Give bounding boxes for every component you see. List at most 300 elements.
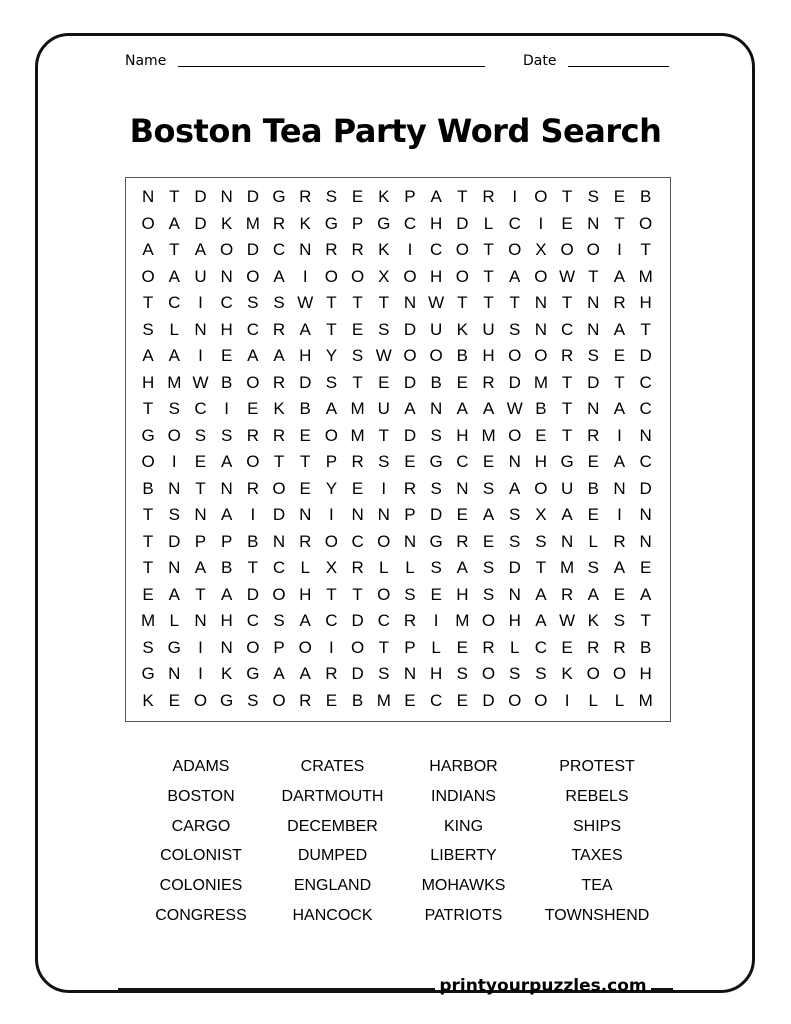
grid-cell[interactable]: S <box>378 319 390 339</box>
grid-cell[interactable]: E <box>168 690 180 710</box>
grid-cell[interactable]: D <box>639 478 652 498</box>
grid-cell[interactable]: M <box>245 213 260 233</box>
grid-cell[interactable]: E <box>404 452 416 471</box>
grid-cell[interactable]: I <box>538 213 544 233</box>
grid-cell[interactable]: A <box>194 240 207 259</box>
grid-cell[interactable]: O <box>324 266 339 286</box>
grid-cell[interactable]: C <box>403 213 417 233</box>
grid-cell[interactable]: R <box>351 452 364 471</box>
grid-cell[interactable]: T <box>483 293 494 312</box>
grid-cell[interactable]: E <box>561 637 573 657</box>
grid-cell[interactable]: A <box>482 505 495 524</box>
grid-cell[interactable]: R <box>246 478 259 498</box>
grid-cell[interactable]: O <box>220 240 234 259</box>
grid-cell[interactable]: E <box>220 346 233 365</box>
grid-cell[interactable]: C <box>456 452 469 471</box>
grid-cell[interactable]: R <box>272 319 286 339</box>
grid-cell[interactable]: E <box>351 319 364 339</box>
grid-cell[interactable]: O <box>508 690 522 710</box>
grid-cell[interactable]: I <box>512 187 518 206</box>
grid-cell[interactable]: O <box>508 425 522 445</box>
grid-cell[interactable]: T <box>273 452 285 471</box>
grid-cell[interactable]: O <box>350 266 365 286</box>
grid-cell[interactable]: N <box>456 478 469 498</box>
grid-cell[interactable]: I <box>381 478 387 498</box>
grid-cell[interactable]: E <box>535 425 547 445</box>
grid-cell[interactable]: T <box>457 187 468 206</box>
grid-cell[interactable]: H <box>299 584 312 604</box>
grid-cell[interactable]: R <box>482 372 495 392</box>
grid-cell[interactable]: O <box>403 266 417 286</box>
grid-cell[interactable]: O <box>167 425 181 445</box>
grid-cell[interactable]: O <box>586 664 600 683</box>
grid-cell[interactable]: T <box>247 558 259 577</box>
grid-cell[interactable]: S <box>430 558 442 577</box>
grid-cell[interactable]: S <box>535 664 547 683</box>
grid-cell[interactable]: A <box>168 584 180 604</box>
grid-cell[interactable]: R <box>351 558 364 577</box>
grid-cell[interactable]: K <box>220 664 233 683</box>
grid-cell[interactable]: R <box>351 240 364 259</box>
grid-cell[interactable]: E <box>456 637 469 657</box>
grid-cell[interactable]: E <box>378 372 390 392</box>
grid-cell[interactable]: O <box>481 664 496 683</box>
grid-cell[interactable]: C <box>534 637 548 657</box>
grid-cell[interactable]: N <box>613 478 626 498</box>
grid-cell[interactable]: S <box>142 319 154 339</box>
grid-cell[interactable]: U <box>430 319 443 339</box>
grid-cell[interactable]: C <box>560 319 574 339</box>
grid-cell[interactable]: O <box>298 637 312 657</box>
grid-cell[interactable]: O <box>272 478 286 498</box>
grid-cell[interactable]: L <box>379 558 389 577</box>
grid-cell[interactable]: E <box>456 505 469 524</box>
grid-cell[interactable]: H <box>430 213 443 233</box>
grid-cell[interactable]: N <box>168 478 181 498</box>
grid-cell[interactable]: H <box>456 584 469 604</box>
grid-cell[interactable]: X <box>325 558 338 577</box>
grid-cell[interactable]: M <box>455 611 470 630</box>
grid-cell[interactable]: D <box>299 372 312 392</box>
grid-cell[interactable]: O <box>508 240 522 259</box>
grid-cell[interactable]: N <box>220 266 233 286</box>
grid-cell[interactable]: B <box>299 399 311 418</box>
grid-cell[interactable]: T <box>142 531 154 551</box>
grid-cell[interactable]: W <box>428 293 445 312</box>
grid-cell[interactable]: O <box>246 452 260 471</box>
grid-cell[interactable]: G <box>141 425 155 445</box>
grid-cell[interactable]: E <box>613 187 626 206</box>
grid-cell[interactable]: S <box>482 584 495 604</box>
grid-cell[interactable]: H <box>430 266 443 286</box>
grid-cell[interactable]: B <box>456 346 469 365</box>
grid-cell[interactable]: D <box>403 372 417 392</box>
grid-cell[interactable]: S <box>509 531 521 551</box>
grid-cell[interactable]: O <box>534 187 548 206</box>
grid-cell[interactable]: I <box>433 611 439 630</box>
grid-cell[interactable]: E <box>404 690 416 710</box>
grid-cell[interactable]: S <box>378 452 390 471</box>
grid-cell[interactable]: O <box>612 664 627 683</box>
grid-cell[interactable]: B <box>639 637 652 657</box>
grid-cell[interactable]: H <box>220 319 233 339</box>
grid-cell[interactable]: S <box>194 425 207 445</box>
grid-cell[interactable]: A <box>509 478 521 498</box>
grid-cell[interactable]: N <box>351 505 364 524</box>
grid-cell[interactable]: W <box>297 293 314 312</box>
grid-cell[interactable]: B <box>142 478 154 498</box>
grid-cell[interactable]: G <box>429 531 443 551</box>
grid-cell[interactable]: M <box>141 611 156 630</box>
grid-cell[interactable]: L <box>588 690 599 710</box>
grid-cell[interactable]: N <box>639 425 652 445</box>
grid-cell[interactable]: D <box>168 531 181 551</box>
grid-cell[interactable]: B <box>247 531 259 551</box>
grid-cell[interactable]: S <box>482 558 495 577</box>
grid-cell[interactable]: T <box>142 399 154 418</box>
grid-cell[interactable]: S <box>456 664 469 683</box>
grid-cell[interactable]: H <box>639 293 652 312</box>
grid-cell[interactable]: R <box>403 611 417 630</box>
grid-cell[interactable]: M <box>350 399 365 418</box>
grid-cell[interactable]: K <box>378 240 390 259</box>
grid-cell[interactable]: R <box>587 637 600 657</box>
grid-cell[interactable]: I <box>198 346 203 365</box>
grid-cell[interactable]: O <box>324 425 339 445</box>
grid-cell[interactable]: L <box>483 213 494 233</box>
grid-cell[interactable]: A <box>430 187 442 206</box>
grid-cell[interactable]: O <box>560 240 574 259</box>
grid-cell[interactable]: T <box>326 293 337 312</box>
grid-cell[interactable]: O <box>481 611 496 630</box>
grid-cell[interactable]: C <box>639 399 652 418</box>
grid-cell[interactable]: G <box>272 187 286 206</box>
grid-cell[interactable]: N <box>272 531 286 551</box>
grid-cell[interactable]: U <box>194 266 207 286</box>
grid-cell[interactable]: C <box>639 372 652 392</box>
grid-cell[interactable]: H <box>141 372 155 392</box>
grid-cell[interactable]: W <box>559 266 576 286</box>
grid-cell[interactable]: M <box>376 690 391 710</box>
grid-cell[interactable]: N <box>534 293 548 312</box>
grid-cell[interactable]: S <box>351 346 364 365</box>
grid-cell[interactable]: K <box>299 213 311 233</box>
grid-cell[interactable]: K <box>273 399 285 418</box>
grid-cell[interactable]: I <box>250 505 256 524</box>
grid-cell[interactable]: S <box>587 558 599 577</box>
grid-cell[interactable]: S <box>587 187 599 206</box>
grid-cell[interactable]: I <box>564 690 570 710</box>
grid-cell[interactable]: T <box>326 319 337 339</box>
grid-cell[interactable]: S <box>587 346 599 365</box>
grid-cell[interactable]: W <box>192 372 209 392</box>
grid-cell[interactable]: O <box>403 346 417 365</box>
grid-cell[interactable]: S <box>482 478 495 498</box>
grid-cell[interactable]: L <box>588 531 599 551</box>
grid-cell[interactable]: N <box>141 187 155 206</box>
grid-cell[interactable]: H <box>456 425 469 445</box>
grid-cell[interactable]: I <box>302 266 308 286</box>
grid-cell[interactable]: T <box>561 187 573 206</box>
grid-cell[interactable]: O <box>272 690 286 710</box>
grid-cell[interactable]: G <box>429 452 443 471</box>
grid-cell[interactable]: N <box>560 531 574 551</box>
grid-cell[interactable]: R <box>613 637 626 657</box>
grid-cell[interactable]: S <box>325 372 338 392</box>
grid-cell[interactable]: A <box>220 584 233 604</box>
grid-cell[interactable]: A <box>456 558 469 577</box>
grid-cell[interactable]: O <box>141 213 155 233</box>
grid-cell[interactable]: P <box>404 637 416 657</box>
grid-cell[interactable]: N <box>220 637 233 657</box>
grid-cell[interactable]: O <box>246 637 260 657</box>
grid-cell[interactable]: H <box>534 452 548 471</box>
grid-cell[interactable]: T <box>561 372 573 392</box>
grid-cell[interactable]: D <box>482 690 495 710</box>
grid-cell[interactable]: G <box>141 664 155 683</box>
grid-cell[interactable]: E <box>247 399 259 418</box>
grid-cell[interactable]: R <box>272 425 286 445</box>
grid-cell[interactable]: R <box>246 425 259 445</box>
grid-cell[interactable]: N <box>220 478 233 498</box>
grid-cell[interactable]: E <box>561 213 573 233</box>
grid-cell[interactable]: N <box>220 187 233 206</box>
grid-cell[interactable]: S <box>509 664 521 683</box>
grid-cell[interactable]: D <box>272 505 286 524</box>
grid-cell[interactable]: E <box>351 478 364 498</box>
grid-cell[interactable]: U <box>560 478 574 498</box>
grid-cell[interactable]: T <box>378 293 389 312</box>
grid-cell[interactable]: O <box>272 584 286 604</box>
grid-cell[interactable]: A <box>587 584 599 604</box>
grid-cell[interactable]: S <box>509 319 521 339</box>
grid-cell[interactable]: N <box>508 584 521 604</box>
grid-cell[interactable]: A <box>168 346 180 365</box>
grid-cell[interactable]: T <box>378 425 389 445</box>
grid-cell[interactable]: I <box>617 240 622 259</box>
grid-cell[interactable]: B <box>430 372 442 392</box>
grid-cell[interactable]: X <box>535 505 547 524</box>
grid-cell[interactable]: S <box>404 584 416 604</box>
grid-cell[interactable]: D <box>508 558 521 577</box>
grid-cell[interactable]: G <box>167 637 181 657</box>
grid-cell[interactable]: T <box>169 187 180 206</box>
grid-cell[interactable]: O <box>639 213 653 233</box>
grid-cell[interactable]: Y <box>325 478 338 498</box>
grid-cell[interactable]: G <box>560 452 574 471</box>
grid-cell[interactable]: E <box>142 584 154 604</box>
grid-cell[interactable]: E <box>430 584 442 604</box>
grid-cell[interactable]: N <box>403 531 417 551</box>
grid-cell[interactable]: O <box>429 346 443 365</box>
grid-cell[interactable]: S <box>273 293 285 312</box>
grid-cell[interactable]: C <box>430 690 443 710</box>
grid-cell[interactable]: A <box>273 346 285 365</box>
grid-cell[interactable]: O <box>534 690 548 710</box>
grid-cell[interactable]: A <box>639 584 652 604</box>
grid-cell[interactable]: I <box>329 505 334 524</box>
grid-cell[interactable]: L <box>169 319 180 339</box>
grid-cell[interactable]: A <box>299 611 311 630</box>
grid-cell[interactable]: E <box>194 452 207 471</box>
grid-cell[interactable]: A <box>142 346 154 365</box>
grid-cell[interactable]: T <box>588 266 599 286</box>
grid-cell[interactable]: N <box>194 611 207 630</box>
grid-cell[interactable]: C <box>246 611 259 630</box>
grid-cell[interactable]: E <box>325 690 338 710</box>
grid-cell[interactable]: T <box>169 240 180 259</box>
grid-cell[interactable]: T <box>352 293 363 312</box>
grid-cell[interactable]: D <box>456 213 469 233</box>
grid-cell[interactable]: I <box>224 399 230 418</box>
grid-cell[interactable]: R <box>299 187 312 206</box>
date-field-line[interactable] <box>568 66 669 67</box>
grid-cell[interactable]: P <box>404 187 416 206</box>
grid-cell[interactable]: A <box>220 452 233 471</box>
grid-cell[interactable]: N <box>168 558 181 577</box>
grid-cell[interactable]: N <box>534 319 548 339</box>
grid-cell[interactable]: T <box>483 266 494 286</box>
grid-cell[interactable]: D <box>508 372 521 392</box>
grid-cell[interactable]: N <box>403 664 417 683</box>
grid-cell[interactable]: O <box>193 690 208 710</box>
grid-cell[interactable]: R <box>482 637 495 657</box>
grid-cell[interactable]: G <box>377 213 391 233</box>
grid-cell[interactable]: E <box>613 346 626 365</box>
grid-cell[interactable]: B <box>220 558 233 577</box>
grid-cell[interactable]: B <box>639 187 652 206</box>
grid-cell[interactable]: M <box>638 690 653 710</box>
grid-cell[interactable]: B <box>351 690 364 710</box>
grid-cell[interactable]: T <box>509 293 520 312</box>
grid-cell[interactable]: G <box>324 213 339 233</box>
grid-cell[interactable]: A <box>456 399 469 418</box>
grid-cell[interactable]: R <box>482 187 495 206</box>
grid-cell[interactable]: D <box>587 372 600 392</box>
grid-cell[interactable]: P <box>194 531 207 551</box>
grid-cell[interactable]: L <box>614 690 625 710</box>
grid-cell[interactable]: S <box>535 531 547 551</box>
grid-cell[interactable]: A <box>247 346 259 365</box>
grid-cell[interactable]: N <box>639 505 652 524</box>
grid-cell[interactable]: T <box>535 558 547 577</box>
grid-cell[interactable]: C <box>508 213 521 233</box>
grid-cell[interactable]: N <box>299 505 312 524</box>
grid-cell[interactable]: K <box>142 690 154 710</box>
grid-cell[interactable]: G <box>246 664 260 683</box>
grid-cell[interactable]: S <box>613 611 626 630</box>
grid-cell[interactable]: I <box>198 664 203 683</box>
grid-cell[interactable]: L <box>405 558 415 577</box>
grid-cell[interactable]: A <box>613 319 626 339</box>
grid-cell[interactable]: H <box>508 611 521 630</box>
grid-cell[interactable]: S <box>142 637 154 657</box>
grid-cell[interactable]: E <box>639 558 652 577</box>
grid-cell[interactable]: C <box>168 293 181 312</box>
grid-cell[interactable]: C <box>272 558 286 577</box>
grid-cell[interactable]: O <box>455 266 469 286</box>
grid-cell[interactable]: C <box>246 319 259 339</box>
grid-cell[interactable]: R <box>272 213 286 233</box>
grid-cell[interactable]: D <box>194 213 207 233</box>
grid-cell[interactable]: N <box>430 399 443 418</box>
grid-cell[interactable]: D <box>430 505 443 524</box>
grid-cell[interactable]: A <box>482 399 495 418</box>
grid-cell[interactable]: E <box>613 584 626 604</box>
grid-cell[interactable]: S <box>168 505 180 524</box>
grid-cell[interactable]: D <box>403 319 417 339</box>
grid-cell[interactable]: C <box>639 452 652 471</box>
grid-cell[interactable]: T <box>614 213 625 233</box>
grid-cell[interactable]: H <box>220 611 233 630</box>
grid-cell[interactable]: A <box>535 584 547 604</box>
grid-cell[interactable]: G <box>220 690 234 710</box>
grid-cell[interactable]: M <box>560 558 575 577</box>
grid-cell[interactable]: U <box>377 399 390 418</box>
grid-cell[interactable]: W <box>375 346 392 365</box>
grid-cell[interactable]: D <box>246 584 259 604</box>
grid-cell[interactable]: O <box>508 346 522 365</box>
grid-cell[interactable]: N <box>587 213 600 233</box>
grid-cell[interactable]: X <box>378 266 390 286</box>
grid-cell[interactable]: N <box>587 319 600 339</box>
grid-cell[interactable]: K <box>220 213 233 233</box>
grid-cell[interactable]: S <box>430 478 442 498</box>
grid-cell[interactable]: S <box>247 690 259 710</box>
grid-cell[interactable]: A <box>299 319 311 339</box>
grid-cell[interactable]: H <box>299 346 312 365</box>
grid-cell[interactable]: L <box>169 611 180 630</box>
grid-cell[interactable]: O <box>246 266 260 286</box>
grid-cell[interactable]: D <box>403 425 417 445</box>
grid-cell[interactable]: C <box>272 240 286 259</box>
grid-cell[interactable]: E <box>299 425 311 445</box>
grid-cell[interactable]: T <box>142 558 154 577</box>
grid-cell[interactable]: R <box>299 531 312 551</box>
grid-cell[interactable]: A <box>168 213 180 233</box>
grid-cell[interactable]: M <box>350 425 365 445</box>
grid-cell[interactable]: L <box>300 558 310 577</box>
grid-cell[interactable]: A <box>613 558 626 577</box>
grid-cell[interactable]: R <box>403 478 417 498</box>
grid-cell[interactable]: D <box>351 611 364 630</box>
grid-cell[interactable]: M <box>481 425 496 445</box>
grid-cell[interactable]: A <box>273 664 285 683</box>
grid-cell[interactable]: C <box>430 240 443 259</box>
grid-cell[interactable]: T <box>561 399 573 418</box>
grid-cell[interactable]: A <box>535 611 547 630</box>
grid-cell[interactable]: S <box>273 611 285 630</box>
grid-cell[interactable]: A <box>168 266 180 286</box>
grid-cell[interactable]: A <box>325 399 338 418</box>
grid-cell[interactable]: T <box>378 637 389 657</box>
grid-cell[interactable]: S <box>220 425 233 445</box>
grid-cell[interactable]: N <box>587 399 600 418</box>
grid-cell[interactable]: C <box>194 399 207 418</box>
grid-cell[interactable]: N <box>299 240 312 259</box>
grid-cell[interactable]: O <box>377 584 391 604</box>
grid-cell[interactable]: D <box>246 187 259 206</box>
grid-cell[interactable]: T <box>352 584 363 604</box>
grid-cell[interactable]: R <box>325 240 338 259</box>
grid-cell[interactable]: R <box>299 690 312 710</box>
grid-cell[interactable]: E <box>456 372 469 392</box>
grid-cell[interactable]: T <box>561 425 573 445</box>
grid-cell[interactable]: R <box>587 425 600 445</box>
grid-cell[interactable]: C <box>377 611 390 630</box>
grid-cell[interactable]: E <box>482 531 495 551</box>
grid-cell[interactable]: S <box>430 425 442 445</box>
